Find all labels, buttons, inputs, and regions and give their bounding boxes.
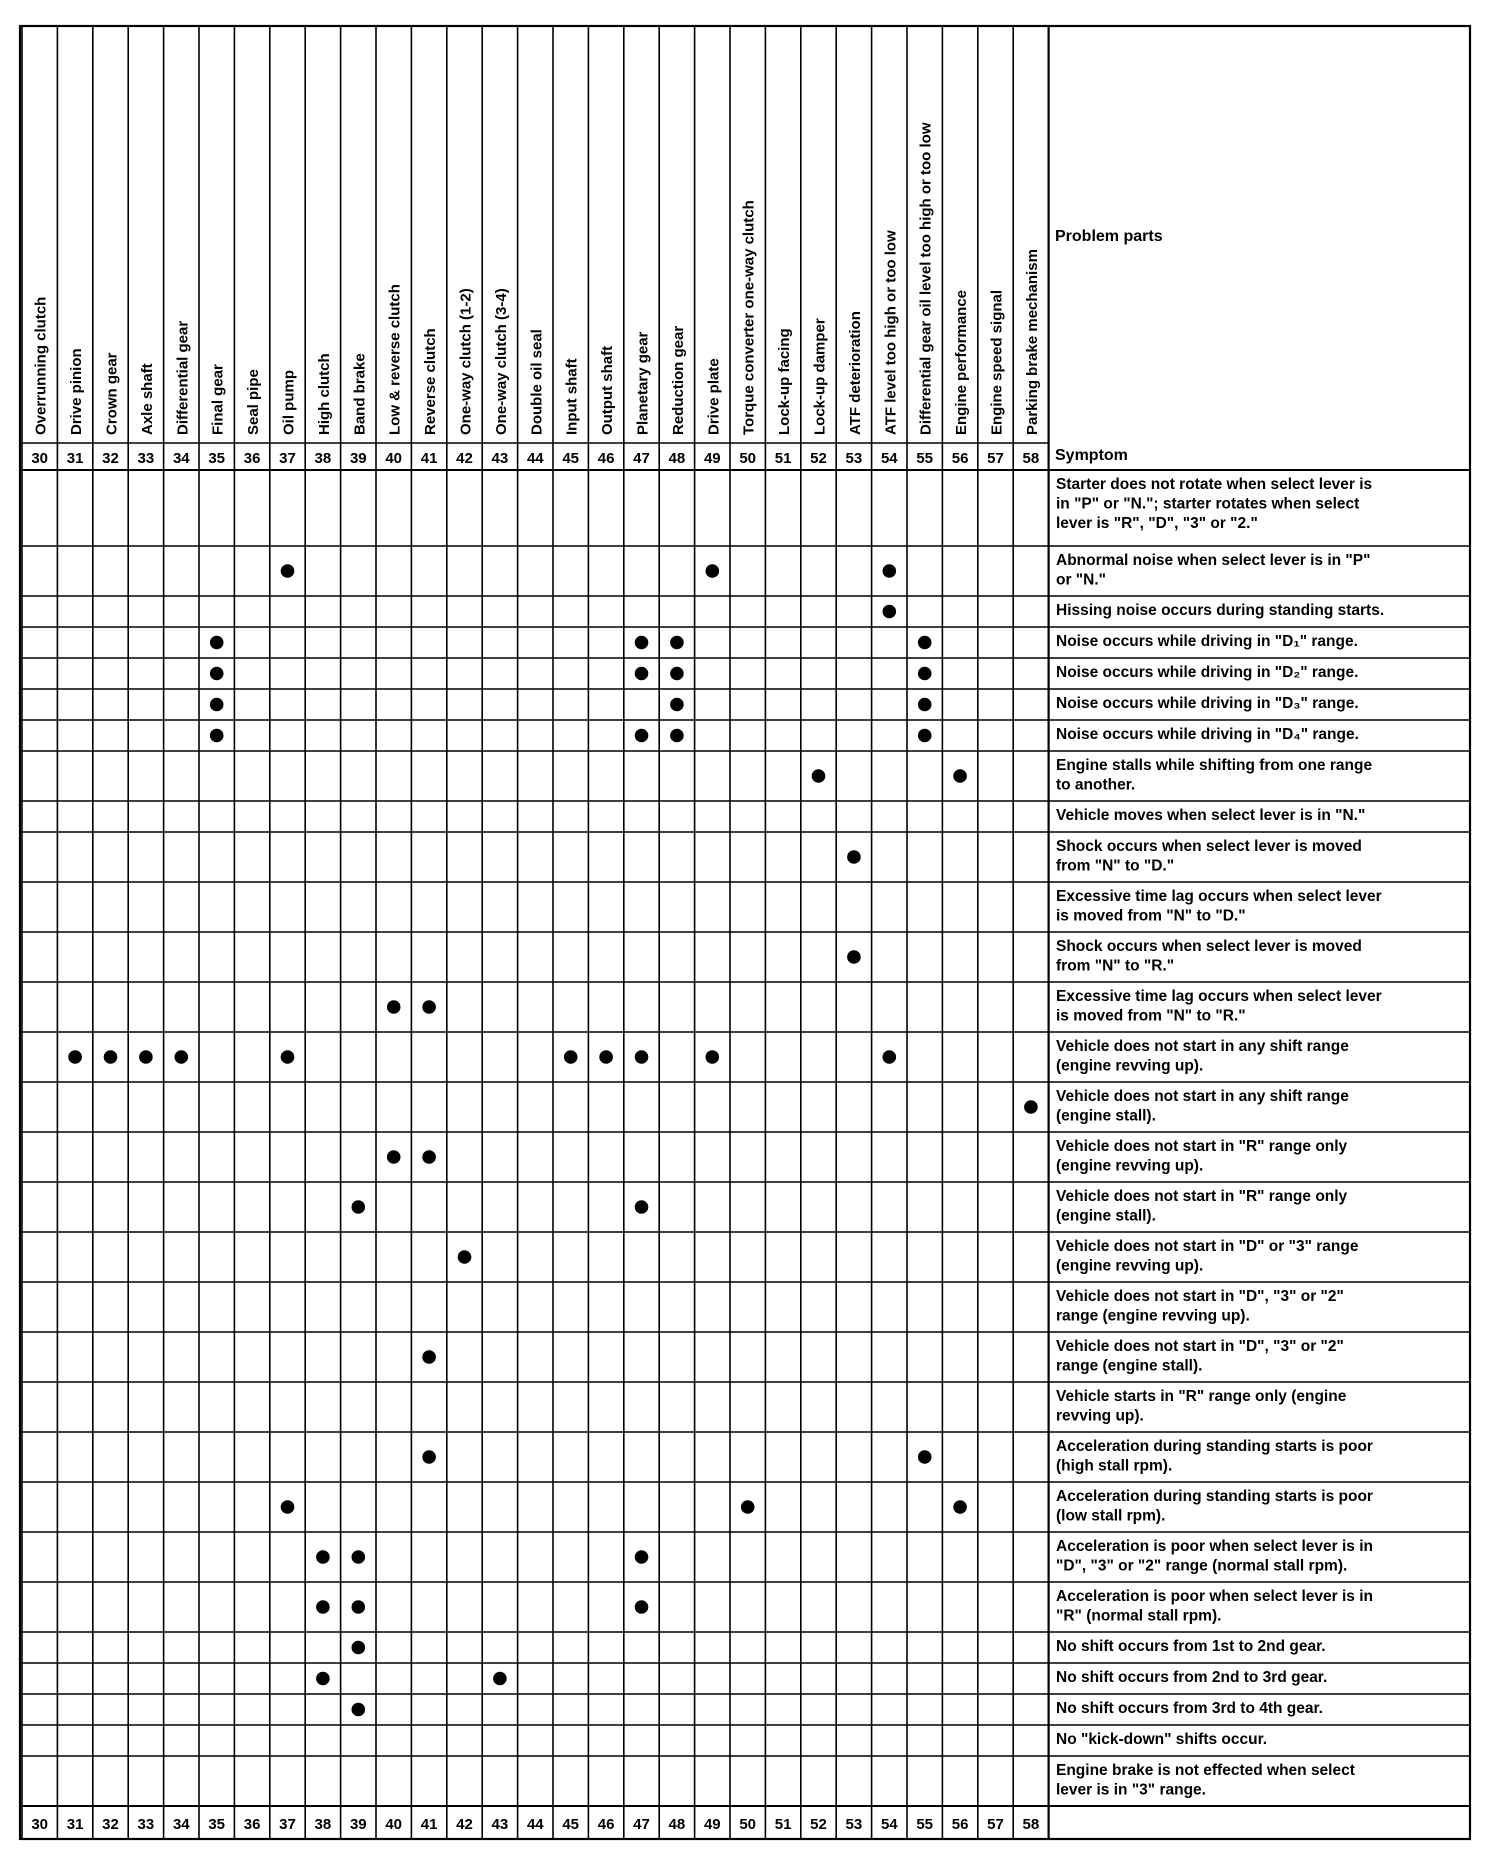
symptom-text: Shock occurs when select lever is moved [1056, 838, 1362, 855]
table-row [1024, 1088, 1349, 1125]
table-row [812, 757, 1373, 794]
column-number-bottom: 37 [279, 1816, 296, 1833]
dot-marker-47 [635, 729, 649, 743]
column-number-bottom: 54 [880, 1816, 898, 1833]
column-header-44: Double oil seal [528, 329, 546, 435]
column-number-bottom: 39 [349, 1816, 367, 1833]
symptom-text: Noise occurs while driving in "D₂" range. [1056, 664, 1359, 681]
column-header-53: ATF deterioration [846, 311, 864, 435]
table-row [422, 1338, 1344, 1375]
dot-marker-37 [281, 1050, 295, 1064]
column-header-38: High clutch [315, 353, 333, 435]
column-header-31: Drive pinion [68, 348, 86, 435]
dot-marker-33 [139, 1050, 153, 1064]
column-number-bottom: 38 [314, 1816, 332, 1833]
table-row [847, 838, 1362, 875]
column-number-top: 51 [774, 450, 792, 467]
table-row [387, 1138, 1348, 1175]
column-header-48: Reduction gear [669, 325, 687, 435]
column-header-52: Lock-up damper [811, 318, 829, 435]
symptom-text: (high stall rpm). [1056, 1457, 1173, 1475]
table-row [316, 1588, 1373, 1625]
symptom-text: Vehicle does not start in "R" range only [1056, 1138, 1348, 1155]
column-number-top: 37 [279, 450, 296, 467]
column-number-bottom: 45 [562, 1816, 580, 1833]
column-header-33: Axle shaft [138, 363, 156, 435]
column-number-top: 58 [1022, 450, 1040, 467]
symptom-text: is moved from "N" to "R." [1056, 1007, 1246, 1025]
symptom-text: (engine stall). [1056, 1107, 1156, 1125]
dot-marker-55 [918, 636, 932, 650]
table-row [1056, 1762, 1355, 1799]
dot-marker-47 [635, 1550, 649, 1564]
dot-marker-48 [670, 636, 684, 650]
dot-marker-47 [635, 1600, 649, 1614]
dot-marker-47 [635, 1200, 649, 1214]
dot-marker-54 [883, 564, 897, 578]
column-header-50: Torque converter one-way clutch [740, 200, 758, 435]
column-number-bottom: 57 [987, 1816, 1004, 1833]
table-row [1056, 1388, 1347, 1425]
table-row [883, 602, 1385, 619]
column-number-top: 48 [668, 450, 686, 467]
dot-marker-39 [352, 1200, 366, 1214]
column-number-top: 50 [739, 450, 757, 467]
symptom-text: lever is "R", "D", "3" or "2." [1056, 515, 1258, 532]
column-header-54: ATF level too high or too low [882, 230, 900, 435]
column-header-39: Band brake [351, 353, 369, 435]
dot-marker-42 [458, 1250, 472, 1264]
problem-parts-label: Problem parts [1055, 228, 1163, 245]
column-number-top: 43 [491, 450, 509, 467]
dot-marker-37 [281, 564, 295, 578]
dot-marker-38 [316, 1672, 330, 1686]
dot-marker-48 [670, 698, 684, 712]
table-row [352, 1638, 1326, 1655]
column-number-top: 41 [420, 450, 438, 467]
dot-marker-41 [422, 1350, 436, 1364]
dot-marker-39 [352, 1641, 366, 1655]
symptom-text: Vehicle does not start in "D", "3" or "2" [1056, 1288, 1344, 1305]
column-header-32: Crown gear [103, 352, 121, 435]
column-number-top: 33 [137, 450, 155, 467]
table-row [316, 1538, 1373, 1575]
symptom-text: Vehicle moves when select lever is in "N." [1056, 807, 1366, 824]
table-row [281, 552, 1371, 589]
dot-marker-58 [1024, 1100, 1038, 1114]
dot-marker-54 [883, 605, 897, 619]
dot-marker-32 [104, 1050, 118, 1064]
column-number-bottom: 40 [385, 1816, 403, 1833]
dot-marker-55 [918, 729, 932, 743]
column-number-bottom: 47 [633, 1816, 650, 1833]
dot-marker-40 [387, 1000, 401, 1014]
symptom-text: Excessive time lag occurs when select lever [1056, 988, 1382, 1005]
column-number-top: 54 [880, 450, 898, 467]
table-row [281, 1488, 1373, 1525]
column-number-bottom: 41 [420, 1816, 438, 1833]
table-row [1056, 1731, 1267, 1748]
dot-marker-48 [670, 667, 684, 681]
column-header-30: Overrunning clutch [32, 296, 50, 435]
dot-marker-31 [68, 1050, 82, 1064]
column-number-bottom: 53 [845, 1816, 863, 1833]
column-header-35: Final gear [209, 364, 227, 435]
symptom-text: Vehicle does not start in "D", "3" or "2" [1056, 1338, 1344, 1355]
dot-marker-43 [493, 1672, 507, 1686]
symptom-text: Acceleration is poor when select lever is in [1056, 1538, 1374, 1555]
table-row [1056, 888, 1382, 925]
symptom-text: Acceleration is poor when select lever is in [1056, 1588, 1374, 1605]
column-header-55: Differential gear oil level too high or too low [917, 122, 935, 435]
symptom-text: Noise occurs while driving in "D₄" range. [1056, 726, 1359, 743]
table-row [847, 938, 1362, 975]
table-row [352, 1188, 1348, 1225]
column-number-bottom: 52 [810, 1816, 827, 1833]
symptom-text: Acceleration during standing starts is poor [1056, 1488, 1373, 1505]
symptom-text: Engine brake is not effected when select [1056, 1762, 1355, 1779]
symptom-text: Vehicle does not start in "D" or "3" range [1056, 1238, 1359, 1255]
dot-marker-34 [175, 1050, 189, 1064]
table-row [316, 1669, 1327, 1686]
column-number-top: 45 [562, 450, 580, 467]
column-header-37: Oil pump [280, 370, 298, 435]
symptom-text: Shock occurs when select lever is moved [1056, 938, 1362, 955]
symptom-text: Vehicle starts in "R" range only (engine [1056, 1388, 1347, 1405]
dot-marker-55 [918, 698, 932, 712]
dot-marker-41 [422, 1150, 436, 1164]
column-number-bottom: 32 [102, 1816, 119, 1833]
symptom-text: (engine revving up). [1056, 1257, 1204, 1275]
column-number-bottom: 36 [243, 1816, 261, 1833]
table-row [1056, 807, 1365, 824]
symptom-text: (low stall rpm). [1056, 1507, 1166, 1525]
column-number-bottom: 34 [172, 1816, 190, 1833]
column-header-40: Low & reverse clutch [386, 284, 404, 435]
table-row [68, 1038, 1349, 1075]
dot-marker-53 [847, 850, 861, 864]
dot-marker-48 [670, 729, 684, 743]
dot-marker-56 [953, 769, 967, 783]
column-number-bottom: 58 [1022, 1816, 1040, 1833]
symptom-text: Acceleration during standing starts is poor [1056, 1438, 1373, 1455]
column-number-top: 52 [810, 450, 827, 467]
symptom-text: Excessive time lag occurs when select lever [1056, 888, 1382, 905]
column-number-top: 36 [243, 450, 261, 467]
dot-marker-39 [352, 1600, 366, 1614]
dot-marker-50 [741, 1500, 755, 1514]
dot-marker-40 [387, 1150, 401, 1164]
symptom-text: Starter does not rotate when select lever is [1056, 476, 1373, 493]
symptom-text: Vehicle does not start in any shift range [1056, 1038, 1349, 1055]
dot-marker-46 [599, 1050, 613, 1064]
column-number-bottom: 51 [774, 1816, 792, 1833]
symptom-text: from "N" to "R." [1056, 957, 1175, 975]
column-number-top: 57 [987, 450, 1004, 467]
symptom-text: (engine revving up). [1056, 1057, 1204, 1075]
column-header-57: Engine speed signal [988, 289, 1006, 435]
column-header-51: Lock-up facing [776, 328, 794, 435]
column-header-47: Planetary gear [634, 331, 652, 435]
column-number-bottom: 49 [703, 1816, 721, 1833]
column-number-top: 55 [916, 450, 934, 467]
symptom-text: Noise occurs while driving in "D₃" range. [1056, 695, 1359, 712]
column-number-bottom: 35 [208, 1816, 226, 1833]
column-number-bottom: 50 [739, 1816, 757, 1833]
symptom-text: No shift occurs from 2nd to 3rd gear. [1056, 1669, 1328, 1686]
dot-marker-55 [918, 667, 932, 681]
column-header-41: Reverse clutch [422, 328, 440, 435]
dot-marker-38 [316, 1600, 330, 1614]
symptom-text: Vehicle does not start in "R" range only [1056, 1188, 1348, 1205]
column-headers [33, 122, 1041, 435]
column-number-bottom: 42 [456, 1816, 473, 1833]
dot-marker-47 [635, 1050, 649, 1064]
dot-marker-49 [706, 1050, 720, 1064]
column-header-45: Input shaft [563, 358, 581, 435]
symptom-text: "D", "3" or "2" range (normal stall rpm). [1056, 1557, 1348, 1575]
dot-marker-47 [635, 636, 649, 650]
column-number-bottom: 56 [951, 1816, 969, 1833]
symptom-text: from "N" to "D." [1056, 857, 1175, 875]
dot-marker-37 [281, 1500, 295, 1514]
symptom-text: No shift occurs from 3rd to 4th gear. [1056, 1700, 1323, 1717]
column-number-top: 40 [385, 450, 403, 467]
dot-marker-39 [352, 1703, 366, 1717]
column-header-36: Seal pipe [245, 369, 263, 435]
column-number-top: 44 [526, 450, 544, 467]
symptom-text: Vehicle does not start in any shift range [1056, 1088, 1349, 1105]
symptom-text: in "P" or "N."; starter rotates when select [1056, 495, 1360, 513]
column-header-58: Parking brake mechanism [1023, 249, 1041, 435]
table-row [210, 695, 1359, 712]
dot-marker-41 [422, 1450, 436, 1464]
dot-marker-35 [210, 698, 224, 712]
symptom-text: or "N." [1056, 571, 1107, 589]
column-number-bottom: 31 [66, 1816, 84, 1833]
dot-marker-52 [812, 769, 826, 783]
symptom-text: range (engine revving up). [1056, 1307, 1250, 1325]
dot-marker-35 [210, 636, 224, 650]
column-number-top: 31 [66, 450, 84, 467]
dot-marker-55 [918, 1450, 932, 1464]
column-number-bottom: 30 [31, 1816, 49, 1833]
column-number-top: 49 [703, 450, 721, 467]
symptom-text: No "kick-down" shifts occur. [1056, 1731, 1268, 1748]
column-header-46: Output shaft [599, 345, 617, 435]
column-number-top: 56 [951, 450, 969, 467]
column-number-top: 34 [172, 450, 190, 467]
table-row [210, 664, 1358, 681]
symptom-text: revving up). [1056, 1407, 1144, 1425]
column-number-bottom: 55 [916, 1816, 934, 1833]
column-number-top: 53 [845, 450, 863, 467]
symptom-text: (engine revving up). [1056, 1157, 1204, 1175]
symptom-text: range (engine stall). [1056, 1357, 1203, 1375]
table-row [210, 633, 1358, 650]
column-header-43: One-way clutch (3-4) [492, 288, 510, 435]
symptom-text: "R" (normal stall rpm). [1056, 1607, 1222, 1625]
dot-marker-39 [352, 1550, 366, 1564]
symptom-text: Engine stalls while shifting from one range [1056, 757, 1373, 774]
table-row [1056, 1288, 1344, 1325]
column-number-top: 32 [102, 450, 119, 467]
table-row [422, 1438, 1373, 1475]
column-number-bottom: 43 [491, 1816, 509, 1833]
column-number-bottom: 48 [668, 1816, 686, 1833]
dot-marker-47 [635, 667, 649, 681]
dot-marker-49 [706, 564, 720, 578]
dot-marker-38 [316, 1550, 330, 1564]
dot-marker-35 [210, 729, 224, 743]
column-number-top: 39 [349, 450, 367, 467]
symptom-text: Noise occurs while driving in "D₁" range. [1056, 633, 1358, 650]
column-number-top: 35 [208, 450, 226, 467]
column-number-top: 38 [314, 450, 332, 467]
table-row [210, 726, 1359, 743]
dot-marker-56 [953, 1500, 967, 1514]
symptom-text: (engine stall). [1056, 1207, 1156, 1225]
symptom-text: to another. [1056, 776, 1136, 794]
column-number-top: 46 [597, 450, 615, 467]
column-header-42: One-way clutch (1-2) [457, 288, 475, 435]
dot-marker-53 [847, 950, 861, 964]
symptom-text: Hissing noise occurs during standing starts. [1056, 602, 1385, 619]
column-number-top: 42 [456, 450, 473, 467]
symptom-rows [68, 476, 1384, 1799]
table-row [352, 1700, 1324, 1717]
column-header-49: Drive plate [705, 358, 723, 435]
symptom-text: lever is in "3" range. [1056, 1781, 1206, 1799]
dot-marker-45 [564, 1050, 578, 1064]
symptom-text: is moved from "N" to "D." [1056, 907, 1246, 925]
table-row [387, 988, 1382, 1025]
dot-marker-54 [883, 1050, 897, 1064]
table-row [458, 1238, 1359, 1275]
symptom-text: Abnormal noise when select lever is in "P" [1056, 552, 1371, 569]
column-number-bottom: 44 [526, 1816, 544, 1833]
column-number-top: 30 [31, 450, 49, 467]
symptom-text: No shift occurs from 1st to 2nd gear. [1056, 1638, 1326, 1655]
table-row [1056, 476, 1372, 532]
column-header-56: Engine performance [953, 289, 971, 435]
dot-marker-35 [210, 667, 224, 681]
symptom-label: Symptom [1055, 447, 1128, 464]
column-number-bottom: 33 [137, 1816, 155, 1833]
column-number-bottom: 46 [597, 1816, 615, 1833]
dot-marker-41 [422, 1000, 436, 1014]
column-number-top: 47 [633, 450, 650, 467]
column-header-34: Differential gear [174, 320, 192, 435]
